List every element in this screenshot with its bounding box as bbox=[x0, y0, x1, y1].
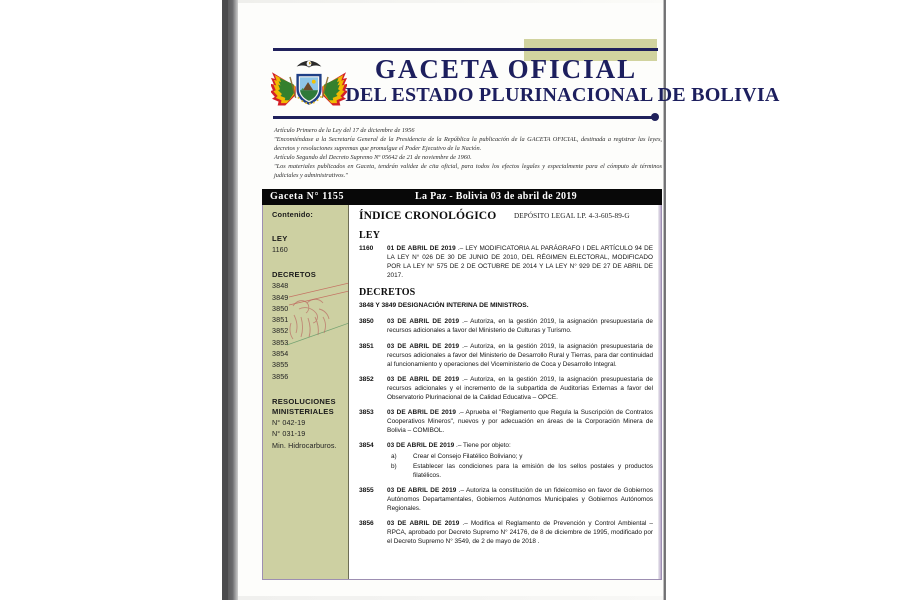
masthead-rule-dot bbox=[651, 113, 659, 121]
entry-number: 3851 bbox=[359, 342, 374, 350]
entry-date: 03 DE ABRIL DE 2019 bbox=[387, 342, 460, 350]
entry-dash: .– bbox=[456, 486, 466, 494]
entry-text: Aprueba el "Reglamento que Regula la Suscripción de Contratos Cooperativos Mineros", nuevos y por adecuación en áreas de la Corporación Minera de Bolivia – COMIBOL. bbox=[387, 409, 654, 435]
sidebar-item-decreto-3851[interactable]: 3851 bbox=[272, 315, 289, 325]
sidebar-item-decreto-3854[interactable]: 3854 bbox=[272, 349, 289, 359]
entry-dash: .– bbox=[456, 409, 466, 417]
index-table bbox=[262, 205, 662, 580]
entry-dash: .– bbox=[459, 318, 471, 326]
gazette-place-date: La Paz - Bolivia 03 de abril de 2019 bbox=[415, 191, 577, 202]
sidebar-heading-ley: LEY bbox=[272, 234, 288, 243]
entry-text: Tiene por objeto: bbox=[463, 442, 511, 450]
sidebar-item-decreto-3855[interactable]: 3855 bbox=[272, 360, 289, 370]
index-header-row bbox=[359, 209, 653, 223]
entry-text: Autoriza, en la gestión 2019, la asignación presupuestaria de recursos adicionales y el incremento de la subpartida de Auditorías Externas a favor del Observatorio Plurinacional de la Calidad Educativa – OPCE. bbox=[387, 375, 653, 402]
index-entry-decretos-3848-3849[interactable]: 3848 Y 3849 DESIGNACIÓN INTERINA DE MINISTROS. bbox=[359, 302, 529, 310]
sidebar-item-decreto-3853[interactable]: 3853 bbox=[272, 337, 289, 347]
entry-date: 01 DE ABRIL DE 2019 bbox=[387, 245, 456, 252]
bolivia-coat-of-arms-icon bbox=[271, 52, 347, 119]
legal-note-line-3: Artículo Segundo del Decreto Supremo Nº 05642 de 21 de noviembre de 1960. bbox=[274, 154, 472, 162]
masthead-rule-bottom bbox=[273, 116, 658, 119]
entry-date: 03 DE ABRIL DE 2019 bbox=[387, 486, 457, 494]
sidebar-item-resolucion-042[interactable]: N° 042-19 bbox=[272, 417, 306, 427]
gazette-banner bbox=[262, 189, 662, 205]
sidebar-item-decreto-3856[interactable]: 3856 bbox=[272, 371, 289, 381]
index-title: ÍNDICE CRONOLÓGICO bbox=[359, 209, 497, 222]
sublist-item-b bbox=[387, 462, 653, 480]
entry-dash: .– bbox=[459, 520, 471, 528]
page-top-edge bbox=[238, 0, 666, 3]
index-entry-decreto-3851[interactable] bbox=[359, 342, 653, 369]
entry-date: 03 DE ABRIL DE 2019 bbox=[387, 409, 457, 417]
entry-number: 3854 bbox=[359, 442, 374, 450]
sidebar-heading-ministeriales: MINISTERIALES bbox=[272, 406, 334, 416]
legal-note bbox=[274, 126, 662, 181]
contenido-label: Contenido: bbox=[272, 210, 313, 219]
sublist-item-a bbox=[387, 452, 653, 461]
entry-number: 3852 bbox=[359, 375, 374, 383]
deposito-legal: DEPÓSITO LEGAL LP. 4-3-605-89-G bbox=[514, 211, 630, 220]
masthead-titles bbox=[345, 54, 780, 108]
entry-text: Autoriza, en la gestión 2019, la asignación presupuestaria de recursos adicionales a favor del Ministerio de Desarrollo Rural y Tierras, para dar continuidad al funcionamiento y operaciones del Viceministerio de Coca y Desarrollo Integral. bbox=[387, 342, 653, 368]
entry-dash: .– bbox=[455, 245, 466, 252]
index-entry-decreto-3856[interactable] bbox=[359, 519, 653, 546]
entry-date: 03 DE ABRIL DE 2019 bbox=[387, 375, 460, 383]
index-entry-ley-1160[interactable] bbox=[359, 244, 653, 280]
entry-text: Autoriza la constitución de un fideicomiso en favor de Gobiernos Autónomos Departamentales, Gobiernos Autónomos Municipales y Gobiernos Autónomos Regionales. bbox=[387, 486, 653, 512]
entry-date: 03 DE ABRIL DE 2019 bbox=[387, 442, 455, 450]
entry-number: 3855 bbox=[359, 486, 374, 494]
sublist-text-b: Establecer las condiciones para la emisión de los sellos postales y productos filatélicos. bbox=[413, 462, 653, 479]
sidebar-item-decreto-3850[interactable]: 3850 bbox=[272, 303, 289, 313]
index-entry-decreto-3852[interactable] bbox=[359, 375, 653, 402]
entry-dash: .– bbox=[454, 442, 464, 450]
section-heading-decretos: DECRETOS bbox=[359, 287, 416, 299]
legal-note-line-4: "Los materiales publicados en Gaceta, tendrán validez de cita oficial, para todos los efectos legales y especialmente para el cómputo de términos judiciales y administrativos." bbox=[274, 163, 662, 180]
page-bottom-edge bbox=[238, 596, 666, 600]
entry-number: 1160 bbox=[359, 245, 374, 252]
legal-note-line-2: "Encomiéndase a la Secretaría General de la Presidencia de la República la publicación de la GACETA OFICIAL, destinada a registrar las leyes, decretos y resoluciones supremas que promulgue el Poder Ejecutivo de la Nación. bbox=[274, 136, 662, 153]
masthead bbox=[238, 28, 780, 140]
page-title: GACETA OFICIAL bbox=[374, 54, 638, 84]
sidebar-item-decreto-3849[interactable]: 3849 bbox=[272, 292, 289, 302]
entry-number: 3850 bbox=[359, 318, 374, 326]
sublist-text-a: Crear el Consejo Filatélico Boliviano; y bbox=[413, 453, 523, 460]
section-heading-ley: LEY bbox=[359, 230, 381, 241]
index-entry-decreto-3850[interactable] bbox=[359, 317, 653, 335]
scan-left-shadow bbox=[228, 0, 238, 600]
page-subtitle: DEL ESTADO PLURINACIONAL DE BOLIVIA bbox=[345, 85, 780, 106]
entry-dash: .– bbox=[459, 342, 471, 350]
entry-number: 3856 bbox=[359, 520, 374, 528]
index-entry-decreto-3855[interactable] bbox=[359, 486, 653, 513]
entry-number: 3853 bbox=[359, 409, 374, 417]
gazette-number: Gaceta N° 1155 bbox=[270, 191, 345, 202]
index-content-column bbox=[350, 205, 661, 579]
entry-text: Autoriza, en la gestión 2019, la asignación presupuestaria de recursos adicionales a favor del Ministerio de Culturas y Turismo. bbox=[387, 318, 653, 335]
sublist-label-b: b) bbox=[391, 462, 397, 470]
legal-note-line-1: Artículo Primero de la Ley del 17 de diciembre de 1956 bbox=[274, 127, 415, 134]
entry-date: 03 DE ABRIL DE 2019 bbox=[387, 520, 460, 528]
index-entry-decreto-3854[interactable] bbox=[359, 441, 653, 479]
column-inner-shadow bbox=[658, 205, 661, 579]
entry-text: LEY MODIFICATORIA AL PARÁGRAFO I DEL ARTÍCULO 94 DE LA LEY N° 026 DE 30 DE JUNIO DE 2010, DEL RÉGIMEN ELECTORAL, MODIFICADO POR LA LEY N° 575 DE 2 DE OCTUBRE DE 2014 Y LA LEY N° 929 DE 27 DE ABRIL DE 2017. bbox=[387, 245, 653, 280]
contents-sidebar bbox=[263, 205, 349, 579]
sublist-label-a: a) bbox=[391, 453, 397, 460]
sidebar-item-resolucion-031[interactable]: N° 031-19 bbox=[272, 429, 306, 439]
sidebar-item-decreto-3848[interactable]: 3848 bbox=[272, 281, 289, 291]
entry-sublist bbox=[387, 452, 653, 480]
sidebar-heading-decretos: DECRETOS bbox=[272, 270, 317, 280]
sidebar-item-ley-1160[interactable]: 1160 bbox=[272, 245, 288, 254]
sidebar-heading-resoluciones: RESOLUCIONES bbox=[272, 396, 336, 406]
sidebar-item-min-hidrocarburos[interactable]: Min. Hidrocarburos. bbox=[272, 440, 337, 450]
sidebar-item-decreto-3852[interactable]: 3852 bbox=[272, 326, 289, 336]
index-entry-decreto-3853[interactable] bbox=[359, 408, 653, 435]
entry-dash: .– bbox=[459, 375, 471, 383]
masthead-rule-top bbox=[273, 48, 658, 51]
entry-date: 03 DE ABRIL DE 2019 bbox=[387, 318, 460, 326]
entry-text: Modifica el Reglamento de Prevención y Control Ambiental – RPCA, aprobado por Decreto Supremo N° 24176, de 8 de diciembre de 1995, modificado por el Decreto Supremo N° 3549, de 2 de mayo de 2018 . bbox=[387, 520, 653, 546]
